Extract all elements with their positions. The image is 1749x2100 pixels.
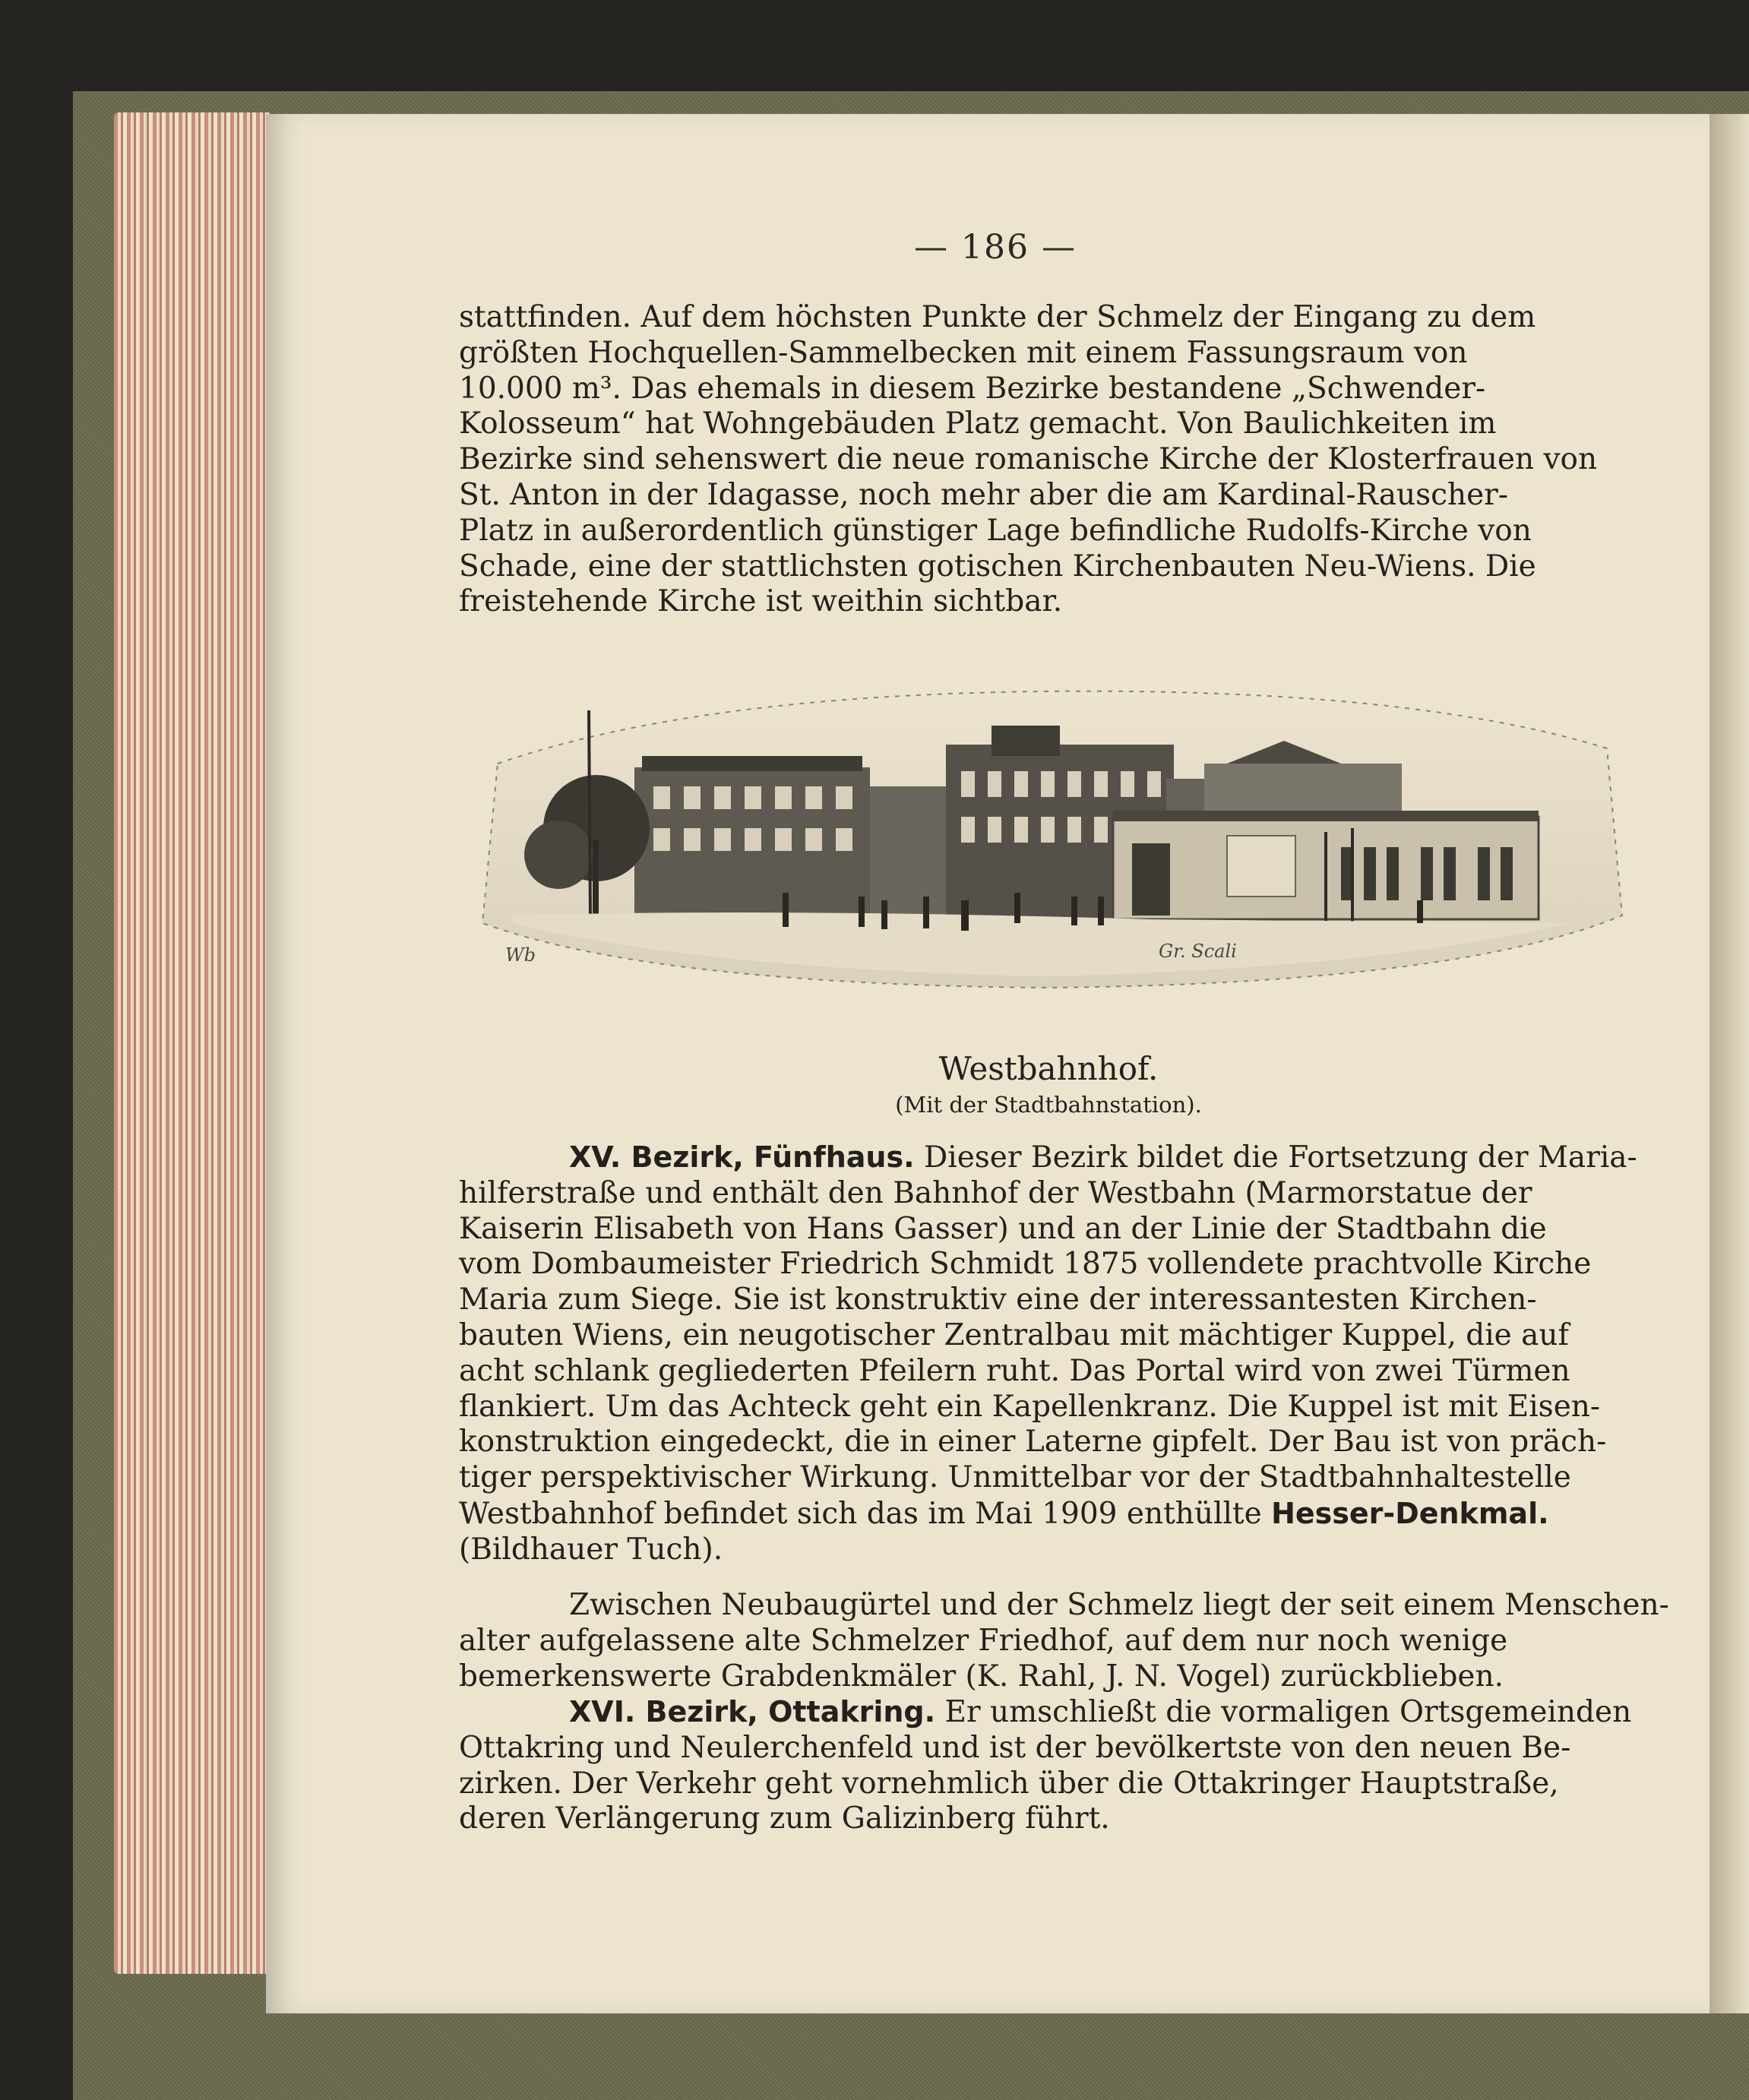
text-line: Maria zum Siege. Sie ist konstruktiv eine der interessantesten Kirchen- — [459, 1282, 1537, 1317]
text-line — [459, 1694, 1638, 1731]
figure-subcaption: (Mit der Stadtbahnstation). — [895, 1092, 1202, 1118]
illustration-signature-left: Wb — [505, 944, 536, 966]
page-number: — 186 — — [914, 228, 1077, 267]
text-line: größten Hochquellen-Sammelbecken mit einem Fassungsraum von — [459, 335, 1468, 370]
bezirk-heading-ottakring: XVI. Bezirk, Ottakring. — [569, 1695, 936, 1728]
paragraph-fuenfhaus — [459, 1140, 1638, 1568]
text-line: Schade, eine der stattlichsten gotischen Kirchenbauten Neu-Wiens. Die — [459, 549, 1536, 584]
text-line: stattfinden. Auf dem höchsten Punkte der Schmelz der Eingang zu dem — [459, 300, 1536, 334]
text-line: St. Anton in der Idagasse, noch mehr aber die am Kardinal-Rauscher- — [459, 477, 1508, 512]
text-line: deren Verlängerung zum Galizinberg führt. — [459, 1801, 1110, 1836]
bezirk-heading-fuenfhaus: XV. Bezirk, Fünfhaus. — [569, 1140, 915, 1174]
text-line: konstruktion eingedeckt, die in einer Laterne gipfelt. Der Bau ist von präch- — [459, 1425, 1607, 1460]
page-edges — [114, 112, 270, 1974]
illustration-signature-right: Gr. Scali — [1159, 941, 1237, 962]
text-line: freistehende Kirche ist weithin sichtbar. — [459, 584, 1063, 619]
text-line-start: Westbahnhof befindet sich das im Mai 1909 enthüllte — [459, 1496, 1262, 1531]
hesser-denkmal-label: Hesser-Denkmal. — [1271, 1496, 1549, 1530]
text-line: (Bildhauer Tuch). — [459, 1532, 723, 1567]
text-line: Bezirke sind sehenswert die neue romanische Kirche der Klosterfrauen von — [459, 442, 1598, 477]
westbahnhof-illustration — [467, 665, 1637, 1014]
text-line: Zwischen Neubaugürtel und der Schmelz liegt der seit einem Menschen- — [569, 1588, 1669, 1622]
text-line: zirken. Der Verkehr geht vornehmlich über die Ottakringer Hauptstraße, — [459, 1766, 1559, 1801]
text-line: Platz in außerordentlich günstiger Lage befindliche Rudolfs-Kirche von — [459, 513, 1532, 548]
facing-page-edge — [1709, 114, 1749, 2013]
text-line: alter aufgelassene alte Schmelzer Friedhof, auf dem nur noch wenige — [459, 1623, 1508, 1658]
text-line: Ottakring und Neulerchenfeld und ist der bevölkertste von den neuen Be- — [459, 1730, 1571, 1765]
paragraph-schmelz — [459, 300, 1638, 620]
figure-caption: Westbahnhof. — [938, 1050, 1159, 1087]
text-line: 10.000 m³. Das ehemals in diesem Bezirke bestandene „Schwender- — [459, 371, 1486, 406]
paragraph-ottakring — [459, 1694, 1638, 1837]
paragraph-schmelzer-friedhof — [459, 1588, 1669, 1694]
text-line — [459, 1140, 1638, 1176]
text-line: hilferstraße und enthält den Bahnhof der Westbahn (Marmorstatue der — [459, 1175, 1532, 1210]
text-line: tiger perspektivischer Wirkung. Unmittelbar vor der Stadtbahnhaltestelle — [459, 1460, 1571, 1495]
text-line: bauten Wiens, ein neugotischer Zentralbau mit mächtiger Kuppel, die auf — [459, 1317, 1569, 1352]
text-line — [459, 1496, 1638, 1532]
text-line: flankiert. Um das Achteck geht ein Kapellenkranz. Die Kuppel ist mit Eisen- — [459, 1389, 1601, 1424]
text-line-continuation: Er umschließt die vormaligen Ortsgemeinden — [944, 1695, 1632, 1729]
text-line: Kaiserin Elisabeth von Hans Gasser) und an der Linie der Stadtbahn die — [459, 1211, 1547, 1246]
text-line: Kolosseum“ hat Wohngebäuden Platz gemacht. Von Baulichkeiten im — [459, 406, 1497, 441]
text-line: bemerkenswerte Grabdenkmäler (K. Rahl, J. N. Vogel) zurückblieben. — [459, 1659, 1504, 1694]
text-line: acht schlank gegliederten Pfeilern ruht. Das Portal wird von zwei Türmen — [459, 1353, 1570, 1388]
text-line-continuation: Dieser Bezirk bildet die Fortsetzung der Maria- — [923, 1140, 1637, 1175]
text-line: vom Dombaumeister Friedrich Schmidt 1875 vollendete prachtvolle Kirche — [459, 1247, 1592, 1282]
